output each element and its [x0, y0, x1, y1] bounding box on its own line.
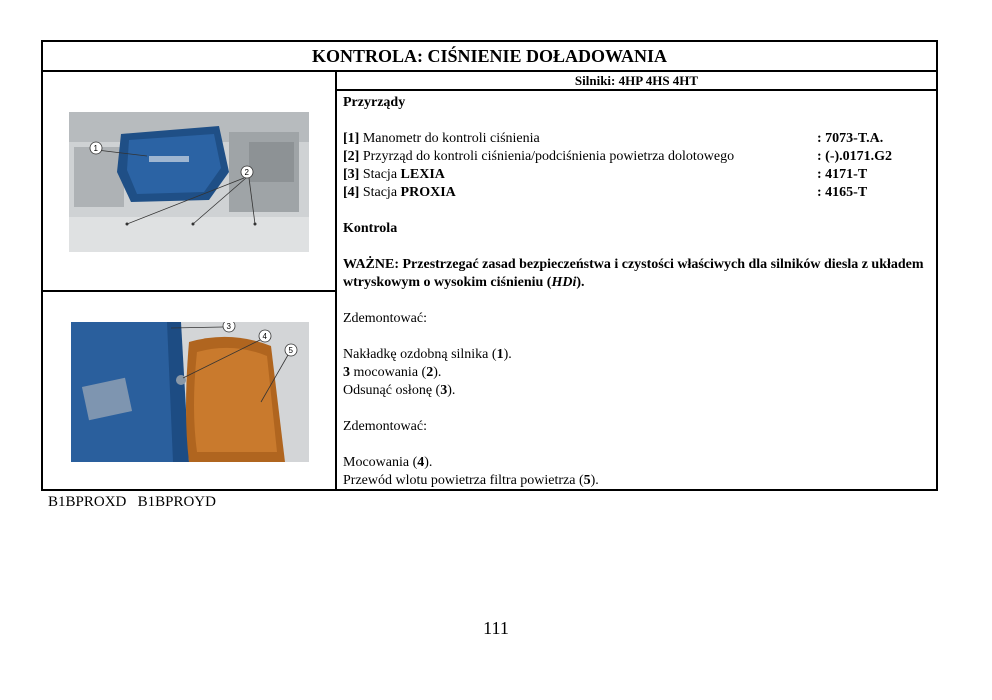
remove-heading-2: Zdemontować: — [343, 419, 427, 434]
remove-heading-1: Zdemontować: — [343, 311, 427, 326]
procedure-table — [41, 40, 938, 491]
tool-row-4: [4] Stacja PROXIA : 4165-T — [343, 185, 868, 200]
step-line: Przewód wlotu powietrza filtra powietrza (5). — [343, 473, 599, 488]
tool-row-1: [1] Manometr do kontroli ciśnienia : 7073-T.A. — [343, 131, 884, 146]
callout-2-label: 2 — [244, 168, 249, 177]
callout-5-label: 5 — [288, 346, 293, 355]
tool-code: : 4171-T — [817, 167, 868, 182]
step-line: Odsunąć osłonę (3). — [343, 383, 456, 398]
callout-1-label: 1 — [93, 144, 98, 153]
step-line: Mocowania (4). — [343, 455, 433, 470]
tool-row-3: [3] Stacja LEXIA : 4171-T — [343, 167, 868, 182]
instruction-text — [343, 94, 930, 490]
step-line: 3 mocowania (2). — [343, 365, 442, 380]
step-line: Nakładkę ozdobną silnika (1). — [343, 347, 512, 362]
instruction-column — [337, 72, 936, 489]
engine-cover-photo — [71, 322, 309, 462]
callout-3-label: 3 — [226, 322, 231, 331]
engine-codes: Silniki: 4HP 4HS 4HT — [337, 72, 936, 91]
control-heading: Kontrola — [343, 221, 398, 236]
warning-text: WAŻNE: Przestrzegać zasad bezpieczeństwa i czystości właściwych dla silników diesla z układem wtryskowym o wysokim ciśnieniu (HDi). — [343, 257, 924, 290]
page-number: 111 — [483, 618, 509, 638]
reference-code: B1BPROXD B1BPROYD — [48, 494, 216, 510]
illustration-column — [43, 72, 337, 489]
callout-4-label: 4 — [262, 332, 267, 341]
engine-bay-photo — [69, 112, 309, 252]
illustration-cell-2 — [43, 292, 335, 489]
page-title: KONTROLA: CIŚNIENIE DOŁADOWANIA — [43, 42, 936, 72]
tool-code: : 7073-T.A. — [817, 131, 884, 146]
tool-row-2: [2] Przyrząd do kontroli ciśnienia/podciśnienia powietrza dolotowego : (-).0171.G2 — [343, 149, 893, 164]
illustration-cell-1 — [43, 72, 335, 292]
tool-code: : (-).0171.G2 — [817, 149, 893, 164]
tools-heading: Przyrządy — [343, 95, 406, 110]
tool-code: : 4165-T — [817, 185, 868, 200]
